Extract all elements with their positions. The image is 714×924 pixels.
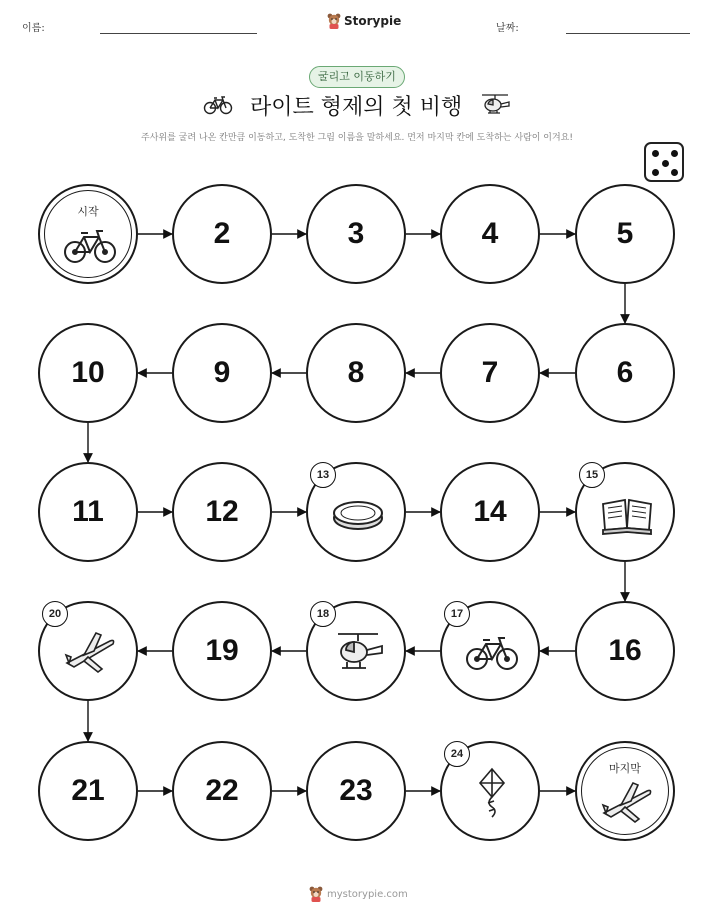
board-cell-18: [306, 601, 406, 701]
board-cell-4: [440, 184, 540, 284]
cell-number: 11: [72, 495, 104, 528]
board-cell-11: [38, 462, 138, 562]
kite-icon: [464, 767, 520, 819]
date-label: 날짜:: [496, 23, 519, 34]
cell-number: 7: [481, 356, 499, 389]
airplane-icon: [599, 777, 655, 829]
cell-number: 21: [71, 774, 105, 807]
board-cell-2: [172, 184, 272, 284]
cell-number-badge: 24: [444, 741, 470, 767]
board-cell-23: [306, 741, 406, 841]
brand-name: Storypie: [344, 14, 402, 28]
cell-number: 16: [608, 634, 642, 667]
board-cell-15: [575, 462, 675, 562]
board-cell-12: [172, 462, 272, 562]
cell-number: 10: [71, 356, 105, 389]
coin-icon: [330, 488, 386, 540]
board-cell-22: [172, 741, 272, 841]
bicycle-icon: [62, 220, 118, 272]
board-cell-20: [38, 601, 138, 701]
board-cell-5: [575, 184, 675, 284]
board-cell-19: [172, 601, 272, 701]
book-icon: [599, 488, 655, 540]
board-cell-21: [38, 741, 138, 841]
cell-number-badge: 15: [579, 462, 605, 488]
name-label: 이름:: [22, 23, 45, 34]
cell-number: 9: [213, 356, 231, 389]
cell-number: 6: [616, 356, 634, 389]
cell-number: 12: [205, 495, 239, 528]
board-cell-7: [440, 323, 540, 423]
start-label: 시작: [77, 205, 99, 218]
footer-url: mystorypie.com: [327, 888, 408, 900]
footer: [309, 886, 408, 902]
board-cell-10: [38, 323, 138, 423]
cell-number: 19: [205, 634, 239, 667]
board-cell-16: [575, 601, 675, 701]
board-cell-14: [440, 462, 540, 562]
cell-number-badge: 17: [444, 601, 470, 627]
page-title: 라이트 형제의 첫 비행: [250, 95, 463, 120]
instructions: 주사위를 굴려 나온 칸만큼 이동하고, 도착한 그림 이름을 말하세요. 먼저 마지막 칸에 도착하는 사람이 이겨요!: [141, 133, 573, 143]
cell-number: 22: [205, 774, 239, 807]
cell-number: 14: [473, 495, 507, 528]
bicycle-icon: [464, 627, 520, 679]
cell-number: 5: [616, 217, 634, 250]
airplane-icon: [62, 627, 118, 679]
cell-number-badge: 20: [42, 601, 68, 627]
board-cell-9: [172, 323, 272, 423]
board-cell-17: [440, 601, 540, 701]
board-cell-25: [575, 741, 675, 841]
activity-pill: 굴리고 이동하기: [309, 66, 405, 88]
board-cell-24: [440, 741, 540, 841]
board-cell-3: [306, 184, 406, 284]
board-cell-6: [575, 323, 675, 423]
cell-number-badge: 13: [310, 462, 336, 488]
board-cell-13: [306, 462, 406, 562]
finish-label: 마지막: [609, 762, 641, 775]
cell-number: 23: [339, 774, 373, 807]
cell-number: 4: [481, 217, 499, 250]
cell-number: 8: [347, 356, 365, 389]
board-cell-8: [306, 323, 406, 423]
board-cell-1: [38, 184, 138, 284]
cell-number: 2: [213, 217, 231, 250]
bear-icon: [309, 886, 323, 902]
cell-number-badge: 18: [310, 601, 336, 627]
helicopter-icon: [330, 627, 386, 679]
cell-number: 3: [347, 217, 365, 250]
